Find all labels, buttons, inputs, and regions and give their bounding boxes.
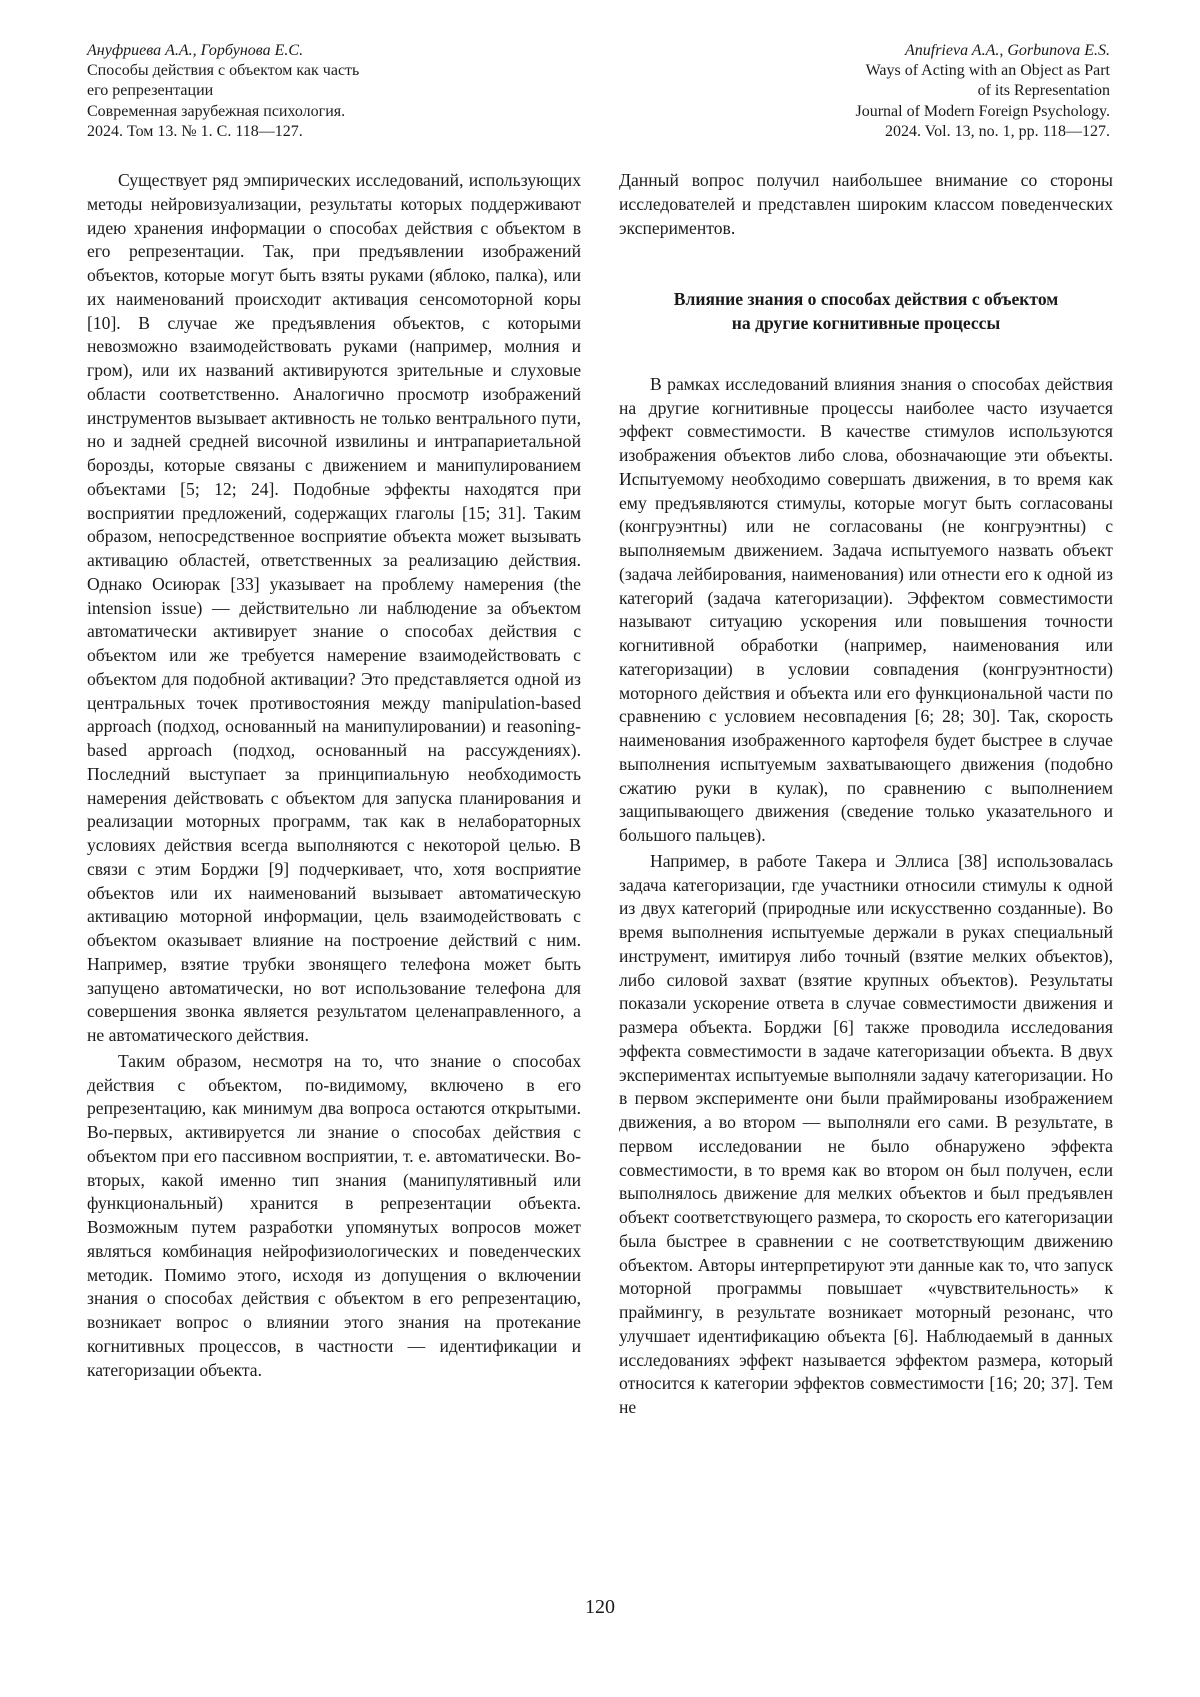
left-column	[87, 169, 581, 1382]
header-title-ru-line2: его репрезентации	[87, 82, 214, 100]
header-citation-ru: 2024. Том 13. № 1. С. 118—127.	[87, 122, 303, 140]
header-journal-ru: Современная зарубежная психология.	[87, 102, 346, 120]
header-title-ru-line1: Способы действия с объектом как часть	[87, 62, 360, 80]
body-paragraph: Таким образом, несмотря на то, что знание о способах действия с объектом, по-видимому, включено в его репрезентацию, как минимум два вопроса остаются открытыми. Во-первых, активируется ли знание о способах действия с объектом при его пассивном восприятии, т. е. автоматически. Во-вторых, какой именно тип знания (манипулятивный или функциональный) хранится в репрезентации объекта. Возможным путем разработки упомянутых вопросов может являться комбинация нейрофизиологических и поведенческих методик. Помимо этого, исходя из допущения о включении знания о способах действия с объектом в его репрезентацию, возникает вопрос о влиянии этого знания на протекание когнитивных процессов, в частности — идентификации и категоризации объекта.	[87, 1050, 581, 1380]
section-heading-line2: на другие когнитивные процессы	[731, 313, 1001, 333]
section-heading-line1: Влияние знания о способах действия с объектом	[673, 289, 1059, 310]
body-paragraph: Например, в работе Такера и Эллиса [38] использовалась задача категоризации, где участники относили стимулы к одной из двух категорий (природные или искусственно созданные). Во время выполнения испытуемые держали в руках специальный инструмент, имитируя либо точный (взятие мелких объектов), либо силовой захват (взятие крупных объектов). Результаты показали ускорение ответа в случае совместимости движения и размера объекта. Борджи [6] также проводила исследования эффекта совместимости в задаче категоризации объекта. В двух экспериментах испытуемые выполняли задачу категоризации. Но в первом эксперименте они были праймированы изображением движения, а во втором — выполняли его сами. В результате, в первом исследовании не было обнаружено эффекта совместимости, в то время как во втором он был получен, если выполнялось движение для мелких объектов и был предъявлен объект соответствующего размера, то скорость его категоризации была быстрее в сравнении с не соответствующим движению объектом. Авторы интерпретируют эти данные как то, что запуск моторной программы повышает «чувствительность» к праймингу, в результате возникает моторный резонанс, что улучшает идентификацию объекта [6]. Наблюдаемый в данных исследованиях эффект называется эффектом размера, который относится к категории эффектов совместимости [16; 20; 37]. Тем не	[619, 850, 1113, 1417]
running-header-left	[87, 41, 557, 142]
header-authors-en: Anufrieva A.A., Gorbunova E.S.	[904, 42, 1110, 59]
header-journal-en: Journal of Modern Foreign Psychology.	[855, 102, 1110, 120]
section-heading	[619, 288, 1113, 336]
right-column	[619, 169, 1113, 1420]
body-paragraph: Существует ряд эмпирических исследований, использующих методы нейровизуализации, результаты которых поддерживают идею хранения информации о способах действия с объектом в его репрезентации. Так, при предъявлении изображений объектов, которые могут быть взяты руками (яблоко, палка), или их наименований происходит активация сенсомоторной коры [10]. В случае же предъявления объектов, с которыми невозможно взаимодействовать руками (например, молния и гром), или их названий активируются зрительные и слуховые области соответственно. Аналогично просмотр изображений инструментов вызывает активность не только вентрального пути, но и задней средней височной извилины и интрапариетальной борозды, которые связаны с движением и манипулированием объектами [5; 12; 24]. Подобные эффекты находятся при восприятии предложений, содержащих глаголы [15; 31]. Таким образом, непосредственное восприятие объекта может вызывать активацию областей, ответственных за реализацию действия. Однако Осиюрак [33] указывает на проблему намерения (the intension issue) — действительно ли наблюдение за объектом автоматически активирует знание о способах действия с объектом или же требуется намерение взаимодействовать с объектом для подобной активации? Это представляется одной из центральных точек противостояния между manipulation-based approach (подход, основанный на манипулировании) и reasoning-based approach (подход, основанный на рассуждениях). Последний выступает за принципиальную необходимость намерения действовать с объектом для запуска планирования и реализации моторных программ, так как в нелабораторных условиях действия всегда выполняются с некоторой целью. В связи с этим Борджи [9] подчеркивает, что, хотя восприятие объектов или их наименований вызывает автоматическую активацию моторной информации, цель взаимодействовать с объектом оказывает влияние на построение действий с ним. Например, взятие трубки звонящего телефона может быть запущено автоматически, но вот использование телефона для совершения звонка является результатом целенаправленного, а не автоматического действия.	[87, 170, 581, 1045]
header-citation-en: 2024. Vol. 13, no. 1, pp. 118—127.	[884, 122, 1110, 140]
body-paragraph: В рамках исследований влияния знания о способах действия на другие когнитивные процессы наиболее часто изучается эффект совместимости. В качестве стимулов используются изображения объектов либо слова, обозначающие эти объекты. Испытуемому необходимо совершать движения, в то время как ему предъявляются стимулы, которые могут быть согласованы (конгруэнтны) или не согласованы (не конгруэнтны) с выполняемым движением. Задача испытуемого назвать объект (задача лейбирования, наименования) или отнести его к одной из категорий (задача категоризации). Эффектом совместимости называют ситуацию ускорения или повышения точности когнитивной обработки (например, наименования или категоризации) в условии совпадения (конгруэнтности) моторного действия и объекта или его функциональной части по сравнению с условием несовпадения [6; 28; 30]. Так, скорость наименования изображенного картофеля будет быстрее в случае выполнения испытуемым захватывающего движения (подобно сжатию руки в кулак), по сравнению с выполнением защипывающего движения (сведение только указательного и большого пальцев).	[619, 373, 1113, 845]
body-paragraph: Данный вопрос получил наибольшее внимание со стороны исследователей и представлен широким классом поведенческих экспериментов.	[619, 170, 1113, 238]
running-header-right	[640, 41, 1110, 142]
page-number: 120	[585, 1596, 615, 1618]
header-title-en-line1: Ways of Acting with an Object as Part	[865, 62, 1110, 80]
header-title-en-line2: of its Representation	[977, 82, 1110, 100]
header-authors-ru: Ануфриева А.А., Горбунова Е.С.	[87, 42, 304, 59]
